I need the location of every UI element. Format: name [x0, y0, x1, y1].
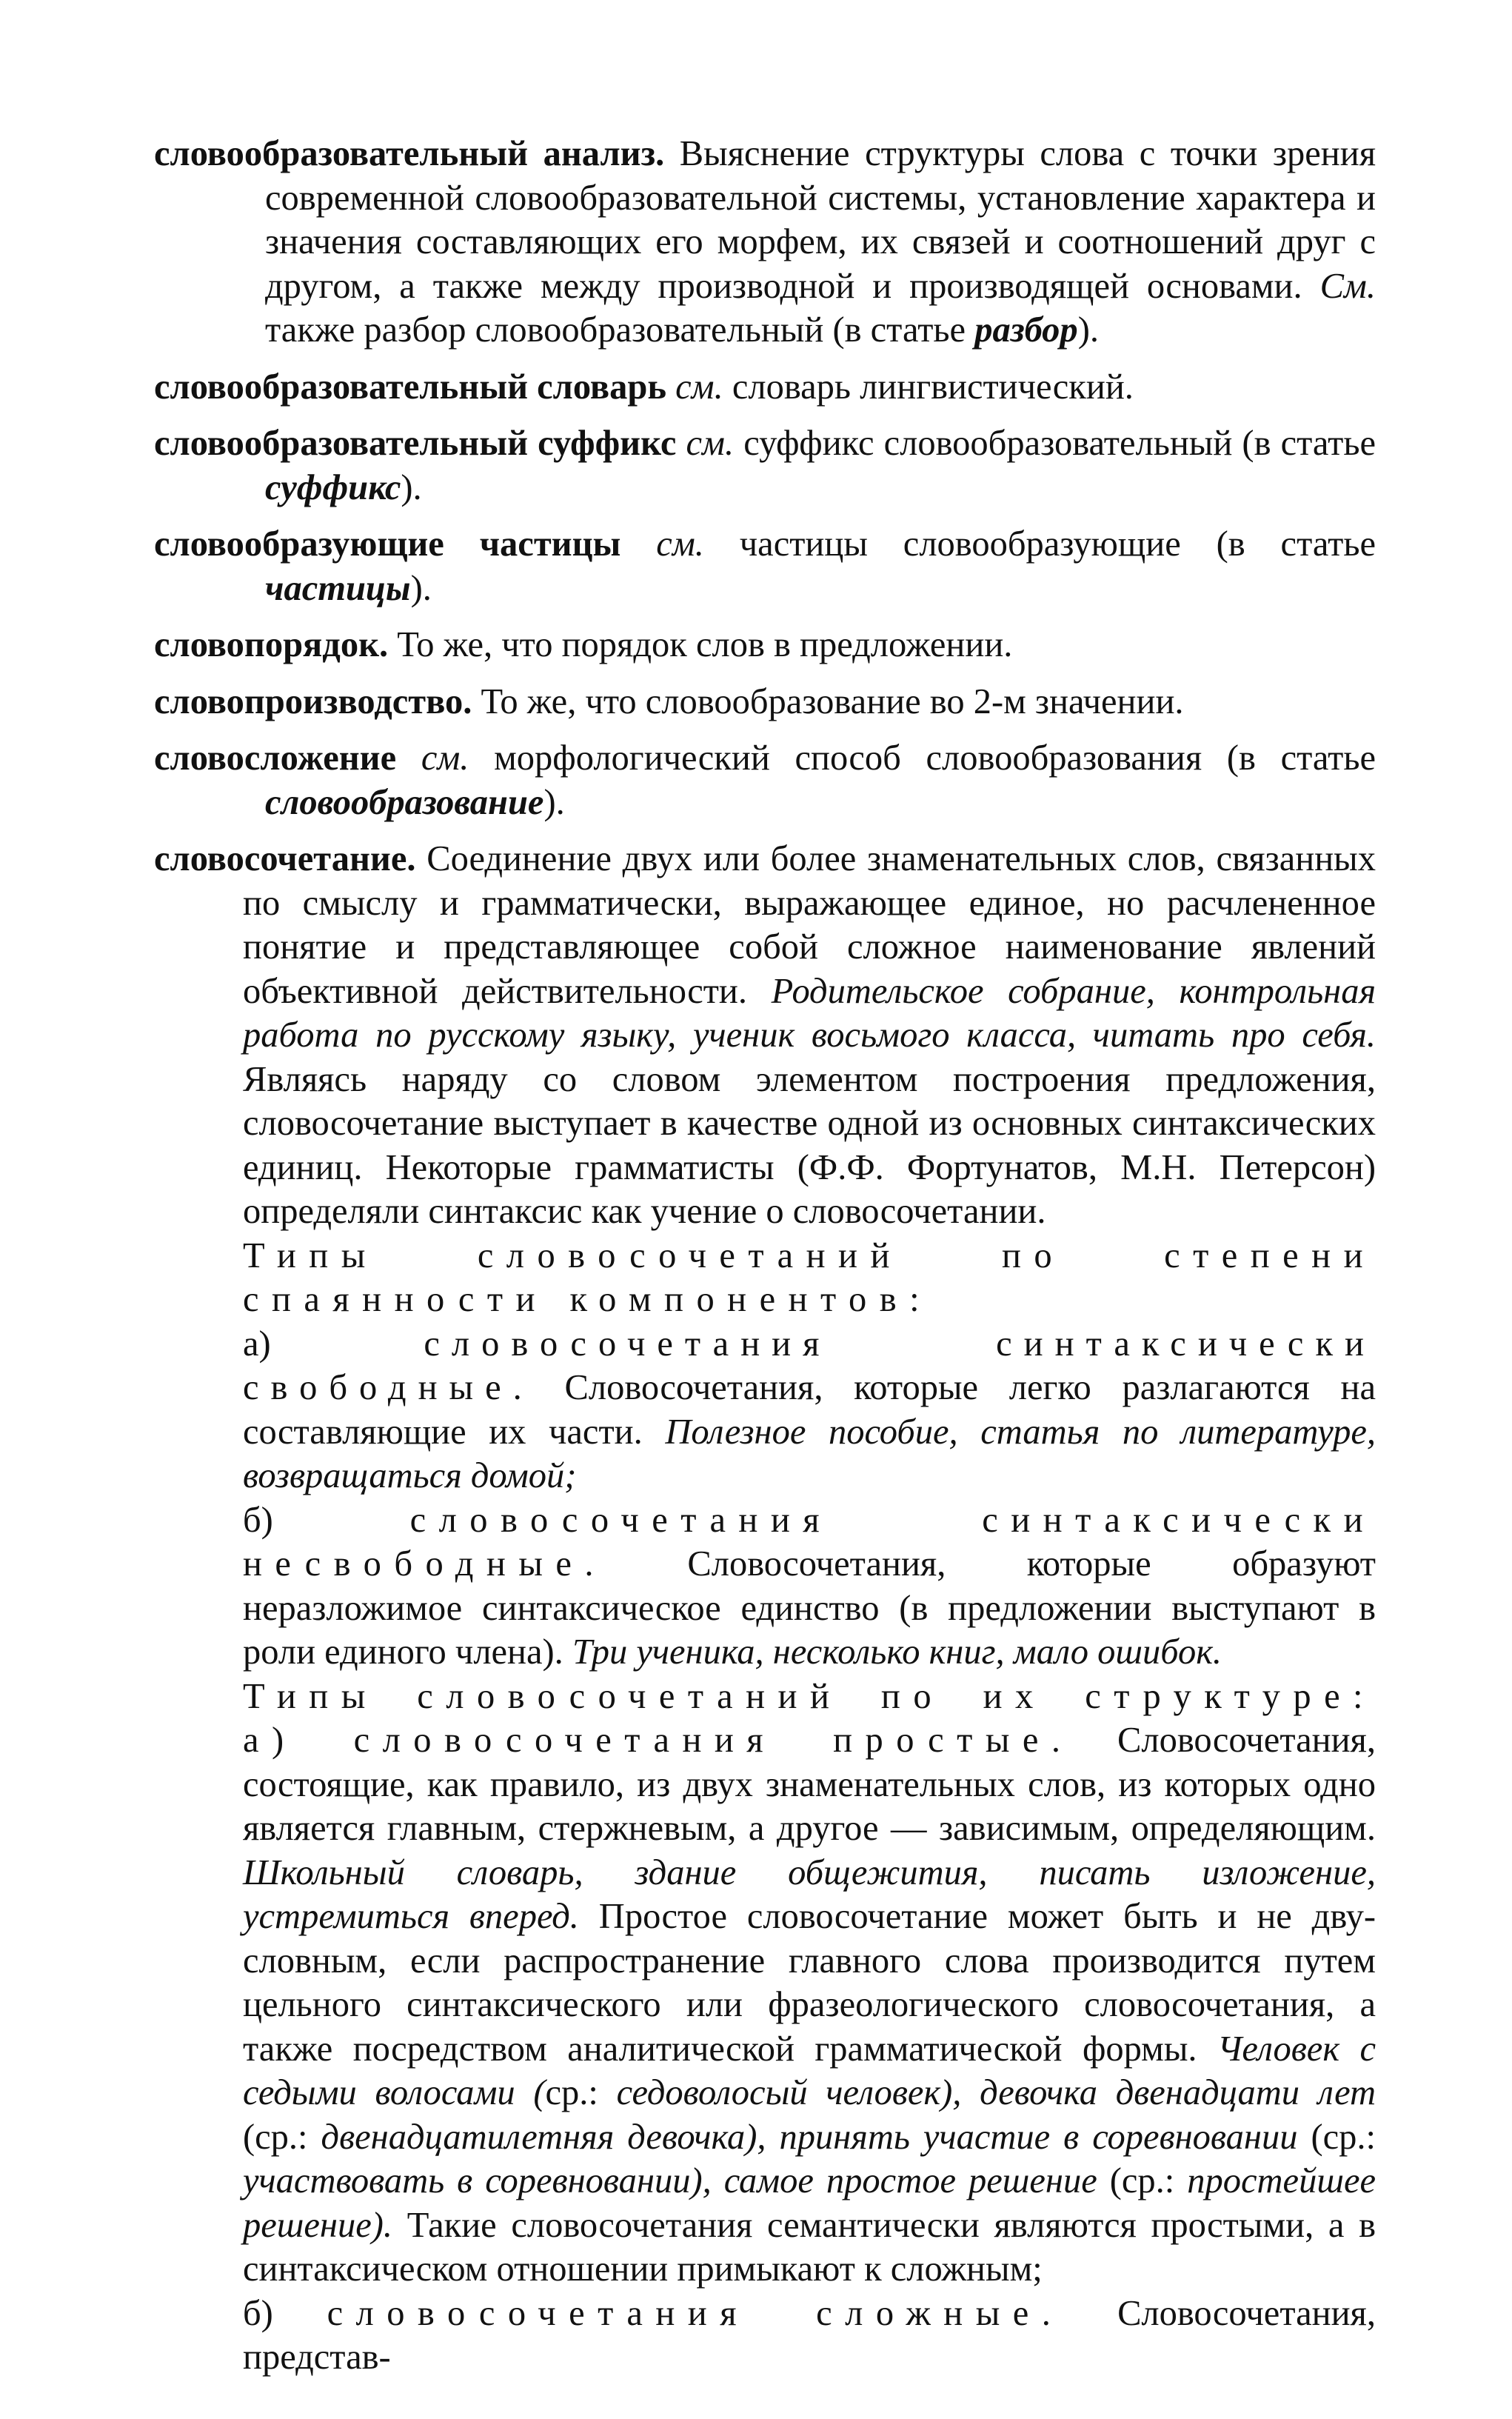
entry-compounding — [154, 736, 1376, 824]
definition-text: Словосочетания, которые легко разлагаются на составляющие их части. — [243, 1368, 1376, 1452]
definition-text-2: Являясь наряду со словом элементом построения предложения, словосочетание выступает в качестве одной из основных синтаксических единиц. Некоторые грамматисты (Ф.Ф. Фортунатов, М.Н. Петерсон) определяли синтаксис как учение о словосочетании. — [243, 1059, 1376, 1231]
headword: словопорядок. — [154, 625, 389, 664]
definition-text: Словосочетания, которые образуют неразложимое синтаксическое единство (в предложении выступают в роли единого члена). — [243, 1544, 1376, 1672]
see-marker: См. — [1319, 266, 1376, 306]
example-text-3: седоволосый человек), девочка двенадцати лет — [616, 2073, 1376, 2112]
entry-word-formation-dictionary — [154, 365, 1376, 410]
definition-text: Соединение двух или более знаменательных слов, связанных по смыслу и грамматически, выражающее единое, но расчлененное понятие и представляющее собой сложное наименование явлений объективной действительности. — [243, 839, 1376, 1011]
headword: словообразовательный суффикс — [154, 424, 677, 463]
list-label: а) — [243, 1324, 424, 1364]
headword: словообразующие частицы — [154, 524, 621, 564]
entry-word-formation-analysis — [154, 132, 1376, 353]
types-by-cohesion-heading — [154, 1234, 1376, 1322]
definition-text: Выяснение структуры слова с точки зрения современной словообразовательной системы, установление характера и значения составляющих его морфем, их связей и соотношений друг с другом, а также между производной и производящей основами. — [265, 134, 1376, 306]
entry-word-combination — [154, 837, 1376, 2380]
definition-text-2: Простое словосочетание может быть и не дву-словным, если распространение главного слова производится путем цельного синтаксического или фразеологического словосочетания, а также посредством аналитической грамматической формы. — [243, 1897, 1376, 2069]
compare-marker: ср.: — [545, 2073, 617, 2112]
cross-reference: словообразование — [265, 782, 544, 822]
definition-text: Словосочетания, состоящие, как правило, из двух знаменательных слов, из которых одно является главным, стержневым, а другое — зависимым, определяющим. — [243, 1721, 1376, 1848]
example-text: Три ученика, несколько книг, мало ошибок. — [572, 1632, 1222, 1672]
entry-word-formation-suffix — [154, 421, 1376, 510]
compare-marker: (ср.: — [1297, 2117, 1376, 2157]
types-by-structure — [154, 1675, 1376, 2292]
spaced-heading: Типы словосочетаний по их структуре: а) словосочетания простые. — [243, 1676, 1376, 1760]
example-text-6: простейшее решение). — [243, 2161, 1376, 2245]
list-label: б) — [243, 2293, 327, 2333]
definition-text: Словосочетания, представ- — [243, 2293, 1376, 2377]
see-marker: см. — [676, 424, 735, 463]
example-text-4: двенадцатилетняя девочка), принять участие в соревновании — [321, 2117, 1298, 2157]
headword: словосложение — [154, 738, 397, 778]
headword: словообразовательный анализ. — [154, 134, 665, 173]
see-marker: см. — [666, 367, 723, 407]
definition-tail: ). — [1077, 310, 1099, 350]
definition-text: То же, что порядок слов в предложении. — [388, 625, 1013, 664]
headword: словообразовательный словарь — [154, 367, 666, 407]
compare-marker: (ср.: — [243, 2117, 321, 2157]
definition-text: словарь лингвистический. — [723, 367, 1134, 407]
type-a-free — [154, 1322, 1376, 1498]
definition-text-2: также разбор словообразовательный (в статье — [265, 310, 975, 350]
list-label: б) — [243, 1500, 410, 1540]
see-marker: см. — [620, 524, 704, 564]
spaced-term: словосочетания синтаксически несвободные. — [243, 1500, 1376, 1584]
entry-word-order — [154, 623, 1376, 667]
definition-text: морфологический способ словообразования (в статье — [469, 738, 1376, 778]
entry-word-derivation — [154, 680, 1376, 724]
spaced-term: словосочетания синтаксически свободные. — [243, 1324, 1376, 1407]
dictionary-page — [154, 132, 1376, 2380]
definition-text: То же, что словообразование во 2-м значении. — [472, 681, 1184, 721]
definition-text: суффикс словообразовательный (в статье — [734, 424, 1376, 463]
cross-reference: частицы — [265, 568, 411, 608]
entry-word-forming-particles — [154, 522, 1376, 610]
cross-reference: суффикс — [265, 467, 401, 507]
example-text: Родительское собрание, контрольная работа по русскому языку, ученик восьмого класса, читать про себя. — [243, 971, 1376, 1055]
example-text-5: участвовать в соревновании), самое простое решение — [243, 2161, 1097, 2201]
cross-reference: разбор — [974, 310, 1078, 350]
type-b-complex — [154, 2292, 1376, 2380]
definition-tail: ). — [410, 568, 432, 608]
definition-tail: ). — [543, 782, 565, 822]
spaced-term: словосочетания сложные. — [327, 2293, 1064, 2333]
definition-text-3: Такие словосочетания семантически являются простыми, а в синтаксическом отношении примыкают к сложным; — [243, 2205, 1376, 2289]
example-text-2: Человек с седыми волосами ( — [243, 2029, 1376, 2112]
word-combination-definition — [154, 837, 1376, 1234]
example-text: Полезное пособие, статья по литературе, возвращаться домой; — [243, 1412, 1376, 1495]
headword: словопроизводство. — [154, 681, 472, 721]
definition-text: частицы словообразующие (в статье — [703, 524, 1376, 564]
definition-tail: ). — [401, 467, 422, 507]
example-text: Школьный словарь, здание общежития, писать изложение, устремиться вперед. — [243, 1852, 1376, 1936]
spaced-heading: Типы словосочетаний по степени спаянности компонентов: — [243, 1235, 1376, 1319]
headword: словосочетание. — [154, 839, 416, 878]
compare-marker: (ср.: — [1097, 2161, 1188, 2201]
type-b-non-free — [154, 1498, 1376, 1675]
see-marker: см. — [396, 738, 469, 778]
